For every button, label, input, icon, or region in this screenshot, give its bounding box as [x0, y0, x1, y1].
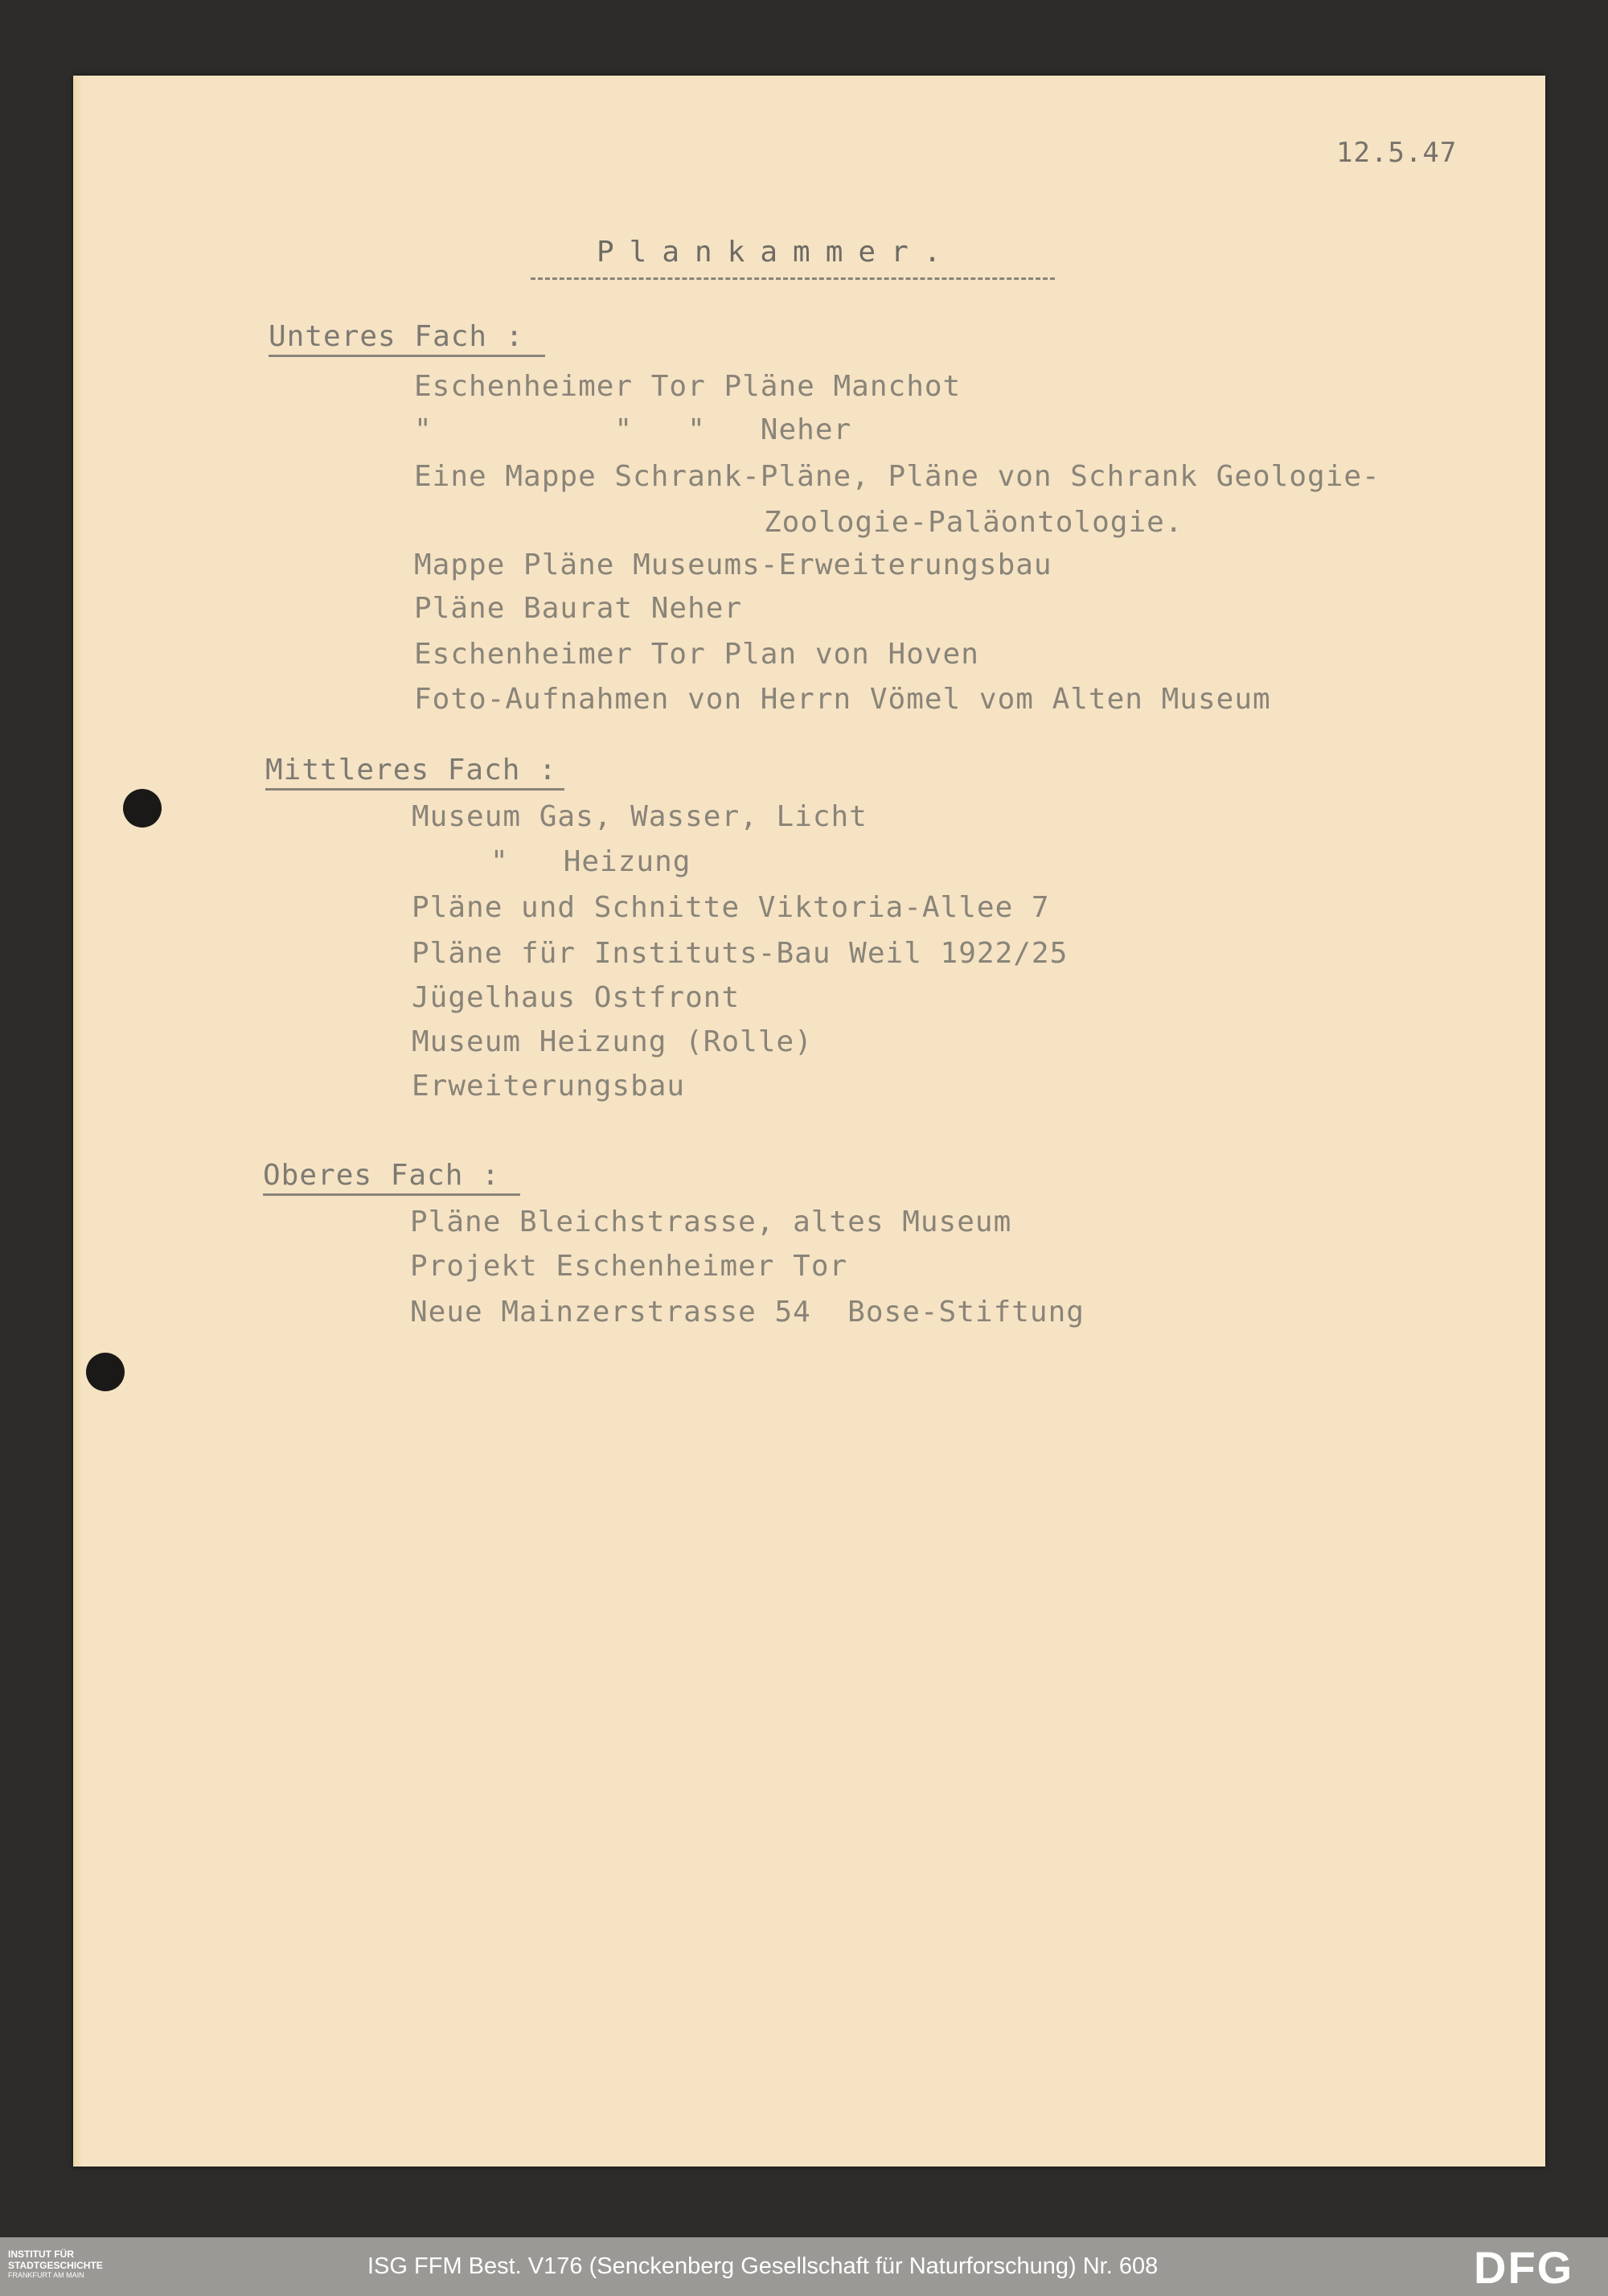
page-edge — [73, 76, 83, 2167]
list-item: " Heizung — [490, 845, 691, 878]
list-item: Pläne Baurat Neher — [414, 592, 743, 625]
institution-logo — [8, 2249, 161, 2280]
section-heading-mittleres: Mittleres Fach : — [265, 754, 557, 787]
list-item: Neue Mainzerstrasse 54 Bose-Stiftung — [410, 1296, 1085, 1329]
heading-underline — [263, 1193, 520, 1196]
list-item: Museum Gas, Wasser, Licht — [412, 800, 868, 833]
list-item: Projekt Eschenheimer Tor — [410, 1250, 848, 1283]
list-item: Jügelhaus Ostfront — [412, 981, 740, 1014]
section-heading-unteres: Unteres Fach : — [269, 320, 524, 353]
list-item: Pläne und Schnitte Viktoria-Allee 7 — [412, 891, 1050, 924]
list-item: Erweiterungsbau — [412, 1070, 686, 1103]
section-heading-oberes: Oberes Fach : — [263, 1159, 500, 1192]
punch-hole-lower — [86, 1353, 125, 1391]
heading-underline — [269, 355, 545, 357]
title-rule — [531, 277, 1055, 280]
document-title: Plankammer. — [597, 236, 957, 269]
archive-caption: ISG FFM Best. V176 (Senckenberg Gesellschaft für Naturforschung) Nr. 608 — [367, 2253, 1159, 2279]
punch-hole-upper — [123, 789, 162, 828]
footer-bar — [0, 2237, 1608, 2296]
list-item: Eschenheimer Tor Plan von Hoven — [414, 638, 979, 671]
heading-underline — [265, 788, 564, 791]
list-item: Zoologie-Paläontologie. — [764, 506, 1183, 539]
dfg-logo: DFG — [1474, 2242, 1574, 2293]
list-item: Pläne Bleichstrasse, altes Museum — [410, 1206, 1012, 1238]
logo-line: INSTITUT FÜR — [8, 2249, 74, 2260]
logo-line: FRANKFURT AM MAIN — [8, 2271, 84, 2279]
logo-line: STADTGESCHICHTE — [8, 2260, 103, 2271]
list-item: Foto-Aufnahmen von Herrn Vömel vom Alten Museum — [414, 683, 1271, 716]
list-item: Eine Mappe Schrank-Pläne, Pläne von Schrank Geologie- — [414, 460, 1380, 493]
list-item: Pläne für Instituts-Bau Weil 1922/25 — [412, 937, 1069, 970]
list-item: Eschenheimer Tor Pläne Manchot — [414, 370, 962, 403]
document-date: 12.5.47 — [1336, 137, 1458, 169]
list-item: Mappe Pläne Museums-Erweiterungsbau — [414, 548, 1052, 581]
list-item: " " " Neher — [414, 413, 852, 446]
list-item: Museum Heizung (Rolle) — [412, 1025, 813, 1058]
